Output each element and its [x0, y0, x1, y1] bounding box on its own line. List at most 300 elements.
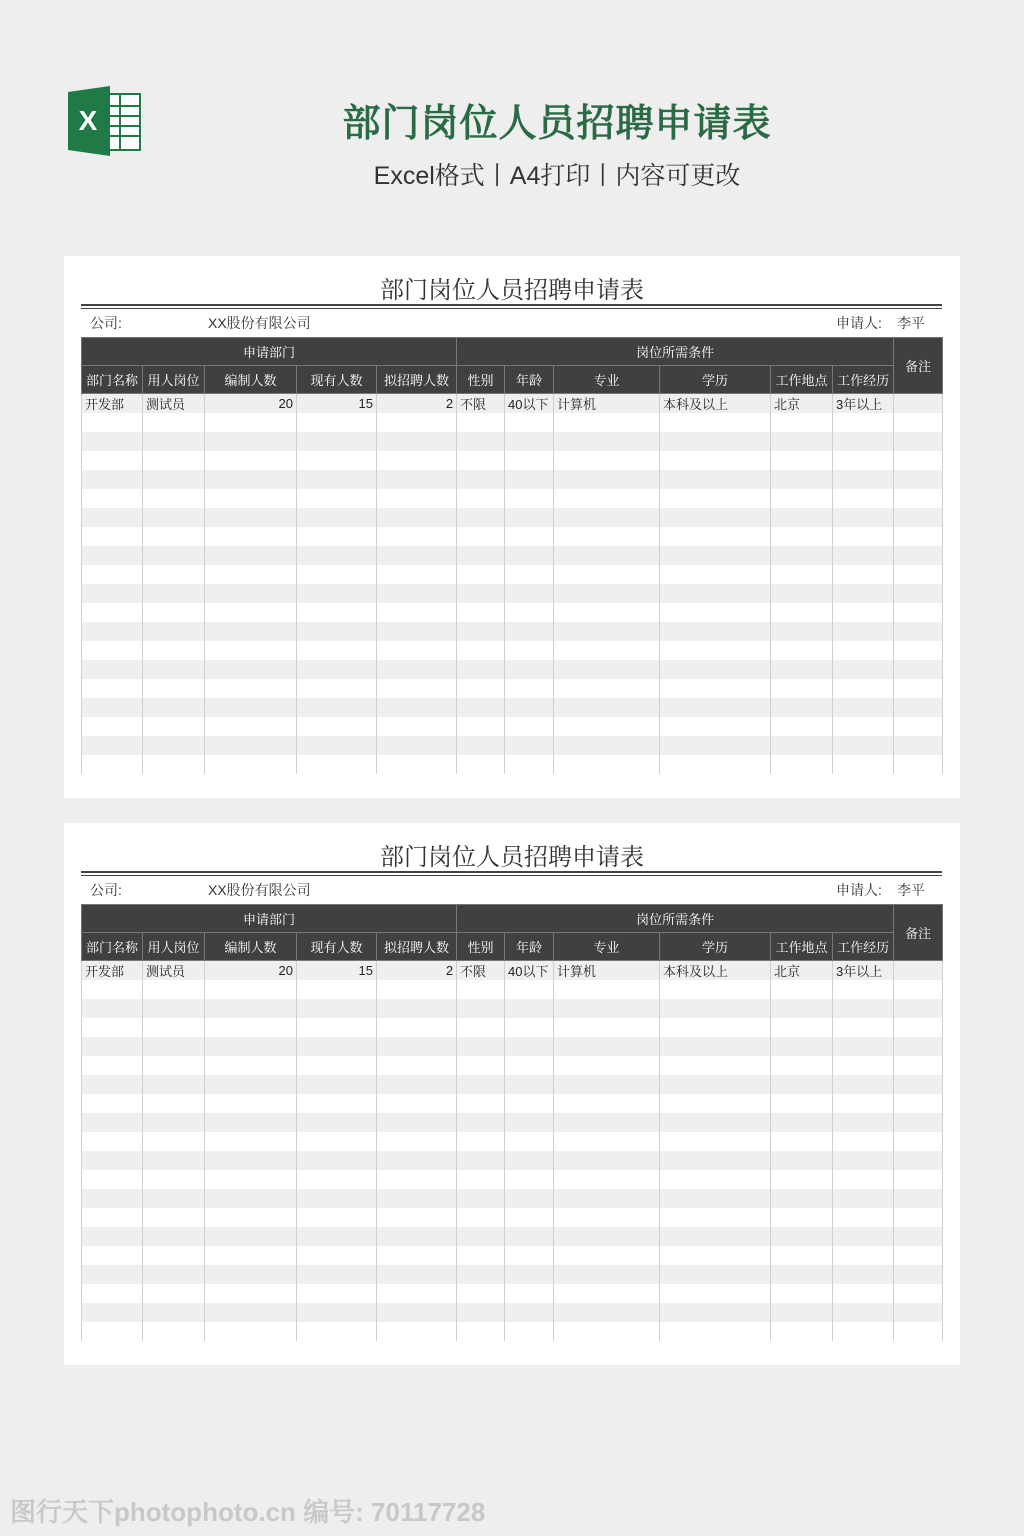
- table-cell[interactable]: [205, 1056, 297, 1075]
- table-cell[interactable]: [205, 1132, 297, 1151]
- table-cell[interactable]: [771, 1094, 833, 1113]
- table-cell[interactable]: [505, 1018, 554, 1037]
- table-cell[interactable]: [505, 980, 554, 999]
- table-cell[interactable]: [457, 1189, 505, 1208]
- table-cell[interactable]: [894, 1246, 943, 1265]
- table-cell[interactable]: [833, 660, 894, 679]
- table-cell[interactable]: [143, 1056, 205, 1075]
- table-cell[interactable]: [377, 999, 457, 1018]
- table-cell[interactable]: [205, 736, 297, 755]
- table-cell[interactable]: [297, 1322, 377, 1341]
- table-cell[interactable]: [771, 527, 833, 546]
- table-cell[interactable]: [457, 1170, 505, 1189]
- table-cell[interactable]: [143, 489, 205, 508]
- table-cell[interactable]: [297, 755, 377, 774]
- table-cell[interactable]: [894, 432, 943, 451]
- table-cell[interactable]: [554, 527, 660, 546]
- table-cell[interactable]: [771, 1265, 833, 1284]
- table-cell[interactable]: [554, 1284, 660, 1303]
- table-cell[interactable]: [205, 1265, 297, 1284]
- table-cell[interactable]: [143, 1246, 205, 1265]
- table-cell[interactable]: [205, 1246, 297, 1265]
- table-cell[interactable]: [297, 527, 377, 546]
- table-cell[interactable]: [894, 584, 943, 603]
- table-cell[interactable]: [505, 489, 554, 508]
- cell-current[interactable]: 15: [297, 394, 377, 414]
- table-cell[interactable]: [377, 736, 457, 755]
- table-cell[interactable]: [297, 508, 377, 527]
- table-cell[interactable]: [457, 755, 505, 774]
- table-cell[interactable]: [377, 1094, 457, 1113]
- table-cell[interactable]: [143, 470, 205, 489]
- table-cell[interactable]: [660, 980, 771, 999]
- table-cell[interactable]: [505, 1113, 554, 1132]
- table-cell[interactable]: [205, 679, 297, 698]
- table-cell[interactable]: [505, 1284, 554, 1303]
- table-cell[interactable]: [554, 489, 660, 508]
- table-cell[interactable]: [505, 413, 554, 432]
- table-cell[interactable]: [297, 641, 377, 660]
- cell-headcount[interactable]: 20: [205, 961, 297, 981]
- table-cell[interactable]: [377, 565, 457, 584]
- table-cell[interactable]: [505, 1322, 554, 1341]
- table-cell[interactable]: [771, 1227, 833, 1246]
- table-cell[interactable]: [457, 622, 505, 641]
- table-cell[interactable]: [894, 622, 943, 641]
- table-cell[interactable]: [505, 546, 554, 565]
- table-cell[interactable]: [660, 679, 771, 698]
- table-cell[interactable]: [505, 1208, 554, 1227]
- table-cell[interactable]: [894, 451, 943, 470]
- table-cell[interactable]: [771, 1303, 833, 1322]
- table-cell[interactable]: [82, 1189, 143, 1208]
- table-cell[interactable]: [82, 1284, 143, 1303]
- table-cell[interactable]: [143, 1303, 205, 1322]
- table-cell[interactable]: [660, 641, 771, 660]
- table-cell[interactable]: [205, 432, 297, 451]
- table-cell[interactable]: [894, 527, 943, 546]
- table-cell[interactable]: [554, 470, 660, 489]
- table-cell[interactable]: [771, 603, 833, 622]
- table-cell[interactable]: [660, 1094, 771, 1113]
- table-cell[interactable]: [554, 1303, 660, 1322]
- table-cell[interactable]: [205, 565, 297, 584]
- table-cell[interactable]: [205, 1170, 297, 1189]
- table-cell[interactable]: [554, 1170, 660, 1189]
- table-cell[interactable]: [457, 980, 505, 999]
- table-cell[interactable]: [457, 1246, 505, 1265]
- table-cell[interactable]: [377, 717, 457, 736]
- cell-current[interactable]: 15: [297, 961, 377, 981]
- table-cell[interactable]: [82, 565, 143, 584]
- table-cell[interactable]: [143, 1265, 205, 1284]
- table-cell[interactable]: [554, 1132, 660, 1151]
- table-cell[interactable]: [894, 1132, 943, 1151]
- table-cell[interactable]: [143, 980, 205, 999]
- table-cell[interactable]: [894, 736, 943, 755]
- table-cell[interactable]: [554, 736, 660, 755]
- table-cell[interactable]: [660, 1037, 771, 1056]
- table-cell[interactable]: [143, 546, 205, 565]
- table-cell[interactable]: [554, 1037, 660, 1056]
- table-cell[interactable]: [143, 1189, 205, 1208]
- table-cell[interactable]: [82, 1265, 143, 1284]
- table-cell[interactable]: [377, 1132, 457, 1151]
- table-cell[interactable]: [505, 584, 554, 603]
- cell-position[interactable]: 测试员: [143, 961, 205, 981]
- table-cell[interactable]: [894, 1189, 943, 1208]
- table-cell[interactable]: [82, 451, 143, 470]
- table-cell[interactable]: [894, 1056, 943, 1075]
- table-cell[interactable]: [660, 1170, 771, 1189]
- table-cell[interactable]: [377, 451, 457, 470]
- table-cell[interactable]: [297, 432, 377, 451]
- table-cell[interactable]: [297, 489, 377, 508]
- table-cell[interactable]: [505, 508, 554, 527]
- table-cell[interactable]: [833, 1303, 894, 1322]
- table-cell[interactable]: [143, 565, 205, 584]
- table-cell[interactable]: [143, 641, 205, 660]
- table-cell[interactable]: [457, 1037, 505, 1056]
- cell-age[interactable]: 40以下: [505, 961, 554, 981]
- table-cell[interactable]: [833, 508, 894, 527]
- table-cell[interactable]: [554, 584, 660, 603]
- table-cell[interactable]: [554, 1246, 660, 1265]
- table-cell[interactable]: [457, 660, 505, 679]
- table-cell[interactable]: [833, 470, 894, 489]
- table-cell[interactable]: [377, 1322, 457, 1341]
- table-cell[interactable]: [660, 1303, 771, 1322]
- table-cell[interactable]: [205, 755, 297, 774]
- table-cell[interactable]: [377, 1208, 457, 1227]
- table-cell[interactable]: [457, 603, 505, 622]
- table-cell[interactable]: [505, 432, 554, 451]
- table-cell[interactable]: [82, 641, 143, 660]
- table-cell[interactable]: [82, 603, 143, 622]
- table-cell[interactable]: [143, 1151, 205, 1170]
- table-cell[interactable]: [297, 584, 377, 603]
- table-cell[interactable]: [297, 622, 377, 641]
- table-cell[interactable]: [205, 1303, 297, 1322]
- table-cell[interactable]: [143, 999, 205, 1018]
- table-cell[interactable]: [377, 470, 457, 489]
- table-cell[interactable]: [205, 999, 297, 1018]
- table-cell[interactable]: [297, 1132, 377, 1151]
- table-cell[interactable]: [660, 527, 771, 546]
- table-cell[interactable]: [377, 1265, 457, 1284]
- table-cell[interactable]: [82, 755, 143, 774]
- table-cell[interactable]: [554, 413, 660, 432]
- table-cell[interactable]: [377, 679, 457, 698]
- table-cell[interactable]: [205, 489, 297, 508]
- cell-dept-name[interactable]: 开发部: [82, 394, 143, 414]
- table-cell[interactable]: [660, 1056, 771, 1075]
- table-cell[interactable]: [82, 1227, 143, 1246]
- table-cell[interactable]: [205, 641, 297, 660]
- table-cell[interactable]: [894, 1284, 943, 1303]
- table-cell[interactable]: [505, 755, 554, 774]
- cell-education[interactable]: 本科及以上: [660, 961, 771, 981]
- table-cell[interactable]: [505, 1227, 554, 1246]
- table-cell[interactable]: [82, 508, 143, 527]
- table-cell[interactable]: [554, 641, 660, 660]
- table-cell[interactable]: [771, 717, 833, 736]
- cell-position[interactable]: 测试员: [143, 394, 205, 414]
- table-cell[interactable]: [377, 755, 457, 774]
- table-cell[interactable]: [554, 1075, 660, 1094]
- table-cell[interactable]: [297, 1208, 377, 1227]
- table-cell[interactable]: [660, 755, 771, 774]
- table-cell[interactable]: [297, 1170, 377, 1189]
- table-cell[interactable]: [660, 1265, 771, 1284]
- cell-location[interactable]: 北京: [771, 394, 833, 414]
- table-cell[interactable]: [771, 508, 833, 527]
- table-cell[interactable]: [894, 755, 943, 774]
- table-cell[interactable]: [660, 565, 771, 584]
- table-cell[interactable]: [505, 1246, 554, 1265]
- table-cell[interactable]: [660, 546, 771, 565]
- table-cell[interactable]: [297, 660, 377, 679]
- table-cell[interactable]: [82, 489, 143, 508]
- table-cell[interactable]: [554, 717, 660, 736]
- table-cell[interactable]: [771, 1056, 833, 1075]
- table-cell[interactable]: [833, 1322, 894, 1341]
- table-cell[interactable]: [377, 641, 457, 660]
- table-cell[interactable]: [833, 1037, 894, 1056]
- table-cell[interactable]: [205, 622, 297, 641]
- table-cell[interactable]: [82, 1303, 143, 1322]
- table-cell[interactable]: [82, 717, 143, 736]
- table-cell[interactable]: [143, 1227, 205, 1246]
- cell-experience[interactable]: 3年以上: [833, 394, 894, 414]
- table-cell[interactable]: [457, 508, 505, 527]
- table-cell[interactable]: [505, 451, 554, 470]
- table-cell[interactable]: [894, 413, 943, 432]
- table-cell[interactable]: [771, 1246, 833, 1265]
- table-cell[interactable]: [660, 413, 771, 432]
- table-cell[interactable]: [771, 546, 833, 565]
- cell-experience[interactable]: 3年以上: [833, 961, 894, 981]
- table-cell[interactable]: [660, 622, 771, 641]
- table-cell[interactable]: [377, 413, 457, 432]
- table-cell[interactable]: [82, 1132, 143, 1151]
- table-cell[interactable]: [771, 1132, 833, 1151]
- table-cell[interactable]: [771, 755, 833, 774]
- table-cell[interactable]: [554, 755, 660, 774]
- cell-major[interactable]: 计算机: [554, 394, 660, 414]
- table-cell[interactable]: [833, 1056, 894, 1075]
- table-cell[interactable]: [377, 1056, 457, 1075]
- table-cell[interactable]: [205, 1151, 297, 1170]
- table-cell[interactable]: [894, 1151, 943, 1170]
- table-cell[interactable]: [143, 432, 205, 451]
- table-cell[interactable]: [457, 470, 505, 489]
- table-cell[interactable]: [457, 736, 505, 755]
- table-cell[interactable]: [205, 660, 297, 679]
- table-cell[interactable]: [554, 1113, 660, 1132]
- table-cell[interactable]: [554, 508, 660, 527]
- table-cell[interactable]: [771, 451, 833, 470]
- table-cell[interactable]: [554, 679, 660, 698]
- table-cell[interactable]: [297, 546, 377, 565]
- table-cell[interactable]: [554, 1208, 660, 1227]
- table-cell[interactable]: [833, 999, 894, 1018]
- table-cell[interactable]: [82, 527, 143, 546]
- table-cell[interactable]: [894, 660, 943, 679]
- table-cell[interactable]: [82, 1075, 143, 1094]
- table-cell[interactable]: [82, 1322, 143, 1341]
- table-cell[interactable]: [82, 584, 143, 603]
- table-cell[interactable]: [143, 1037, 205, 1056]
- table-cell[interactable]: [771, 584, 833, 603]
- table-cell[interactable]: [771, 622, 833, 641]
- table-cell[interactable]: [894, 603, 943, 622]
- table-cell[interactable]: [505, 641, 554, 660]
- table-cell[interactable]: [377, 1018, 457, 1037]
- table-cell[interactable]: [297, 603, 377, 622]
- table-cell[interactable]: [377, 622, 457, 641]
- table-cell[interactable]: [377, 1284, 457, 1303]
- table-cell[interactable]: [660, 1151, 771, 1170]
- table-cell[interactable]: [457, 1094, 505, 1113]
- table-cell[interactable]: [505, 1094, 554, 1113]
- table-cell[interactable]: [554, 451, 660, 470]
- table-cell[interactable]: [660, 698, 771, 717]
- table-cell[interactable]: [143, 603, 205, 622]
- table-cell[interactable]: [82, 1208, 143, 1227]
- table-cell[interactable]: [377, 603, 457, 622]
- table-cell[interactable]: [771, 1018, 833, 1037]
- table-cell[interactable]: [833, 603, 894, 622]
- table-cell[interactable]: [143, 679, 205, 698]
- table-cell[interactable]: [205, 1075, 297, 1094]
- table-cell[interactable]: [833, 980, 894, 999]
- table-cell[interactable]: [377, 508, 457, 527]
- table-cell[interactable]: [554, 1227, 660, 1246]
- table-cell[interactable]: [377, 527, 457, 546]
- table-cell[interactable]: [82, 470, 143, 489]
- table-cell[interactable]: [297, 1265, 377, 1284]
- table-cell[interactable]: [82, 1056, 143, 1075]
- table-cell[interactable]: [457, 1018, 505, 1037]
- table-cell[interactable]: [457, 1227, 505, 1246]
- table-cell[interactable]: [377, 1189, 457, 1208]
- table-cell[interactable]: [143, 1284, 205, 1303]
- table-cell[interactable]: [377, 584, 457, 603]
- table-cell[interactable]: [143, 1018, 205, 1037]
- table-cell[interactable]: [377, 698, 457, 717]
- table-cell[interactable]: [505, 1132, 554, 1151]
- table-cell[interactable]: [833, 1018, 894, 1037]
- table-cell[interactable]: [833, 1189, 894, 1208]
- table-cell[interactable]: [297, 679, 377, 698]
- table-cell[interactable]: [205, 1208, 297, 1227]
- table-cell[interactable]: [554, 1094, 660, 1113]
- table-cell[interactable]: [82, 660, 143, 679]
- cell-remarks[interactable]: [894, 394, 943, 414]
- table-cell[interactable]: [771, 1322, 833, 1341]
- table-cell[interactable]: [297, 1113, 377, 1132]
- table-cell[interactable]: [771, 1075, 833, 1094]
- table-cell[interactable]: [143, 584, 205, 603]
- table-cell[interactable]: [457, 679, 505, 698]
- table-cell[interactable]: [771, 698, 833, 717]
- table-cell[interactable]: [771, 432, 833, 451]
- table-cell[interactable]: [771, 660, 833, 679]
- table-cell[interactable]: [143, 1170, 205, 1189]
- table-cell[interactable]: [894, 1113, 943, 1132]
- table-cell[interactable]: [297, 413, 377, 432]
- table-cell[interactable]: [457, 451, 505, 470]
- table-cell[interactable]: [771, 1284, 833, 1303]
- table-cell[interactable]: [377, 1303, 457, 1322]
- table-cell[interactable]: [894, 980, 943, 999]
- table-cell[interactable]: [143, 1113, 205, 1132]
- table-cell[interactable]: [82, 1037, 143, 1056]
- table-cell[interactable]: [505, 622, 554, 641]
- table-cell[interactable]: [82, 698, 143, 717]
- table-cell[interactable]: [457, 641, 505, 660]
- table-cell[interactable]: [894, 1265, 943, 1284]
- table-cell[interactable]: [894, 1075, 943, 1094]
- table-cell[interactable]: [457, 1265, 505, 1284]
- table-cell[interactable]: [297, 1056, 377, 1075]
- table-cell[interactable]: [205, 584, 297, 603]
- table-cell[interactable]: [894, 1170, 943, 1189]
- table-cell[interactable]: [505, 1056, 554, 1075]
- table-cell[interactable]: [377, 1170, 457, 1189]
- table-cell[interactable]: [143, 755, 205, 774]
- table-cell[interactable]: [377, 489, 457, 508]
- table-cell[interactable]: [554, 698, 660, 717]
- table-cell[interactable]: [377, 1037, 457, 1056]
- table-cell[interactable]: [143, 1208, 205, 1227]
- table-cell[interactable]: [833, 565, 894, 584]
- table-cell[interactable]: [457, 1151, 505, 1170]
- table-cell[interactable]: [833, 489, 894, 508]
- table-cell[interactable]: [377, 660, 457, 679]
- table-cell[interactable]: [660, 1227, 771, 1246]
- table-cell[interactable]: [833, 698, 894, 717]
- table-cell[interactable]: [297, 1018, 377, 1037]
- table-cell[interactable]: [660, 717, 771, 736]
- table-cell[interactable]: [505, 527, 554, 546]
- table-cell[interactable]: [771, 641, 833, 660]
- table-cell[interactable]: [457, 584, 505, 603]
- table-cell[interactable]: [894, 679, 943, 698]
- table-cell[interactable]: [833, 1284, 894, 1303]
- table-cell[interactable]: [771, 1208, 833, 1227]
- table-cell[interactable]: [660, 1189, 771, 1208]
- table-cell[interactable]: [833, 755, 894, 774]
- table-cell[interactable]: [505, 1265, 554, 1284]
- table-cell[interactable]: [297, 565, 377, 584]
- table-cell[interactable]: [143, 1132, 205, 1151]
- table-cell[interactable]: [833, 451, 894, 470]
- table-cell[interactable]: [894, 565, 943, 584]
- table-cell[interactable]: [82, 622, 143, 641]
- table-cell[interactable]: [660, 470, 771, 489]
- table-cell[interactable]: [833, 584, 894, 603]
- table-cell[interactable]: [205, 717, 297, 736]
- table-cell[interactable]: [894, 1037, 943, 1056]
- table-cell[interactable]: [457, 1284, 505, 1303]
- table-cell[interactable]: [833, 1170, 894, 1189]
- table-cell[interactable]: [505, 1170, 554, 1189]
- cell-headcount[interactable]: 20: [205, 394, 297, 414]
- table-cell[interactable]: [554, 980, 660, 999]
- table-cell[interactable]: [297, 999, 377, 1018]
